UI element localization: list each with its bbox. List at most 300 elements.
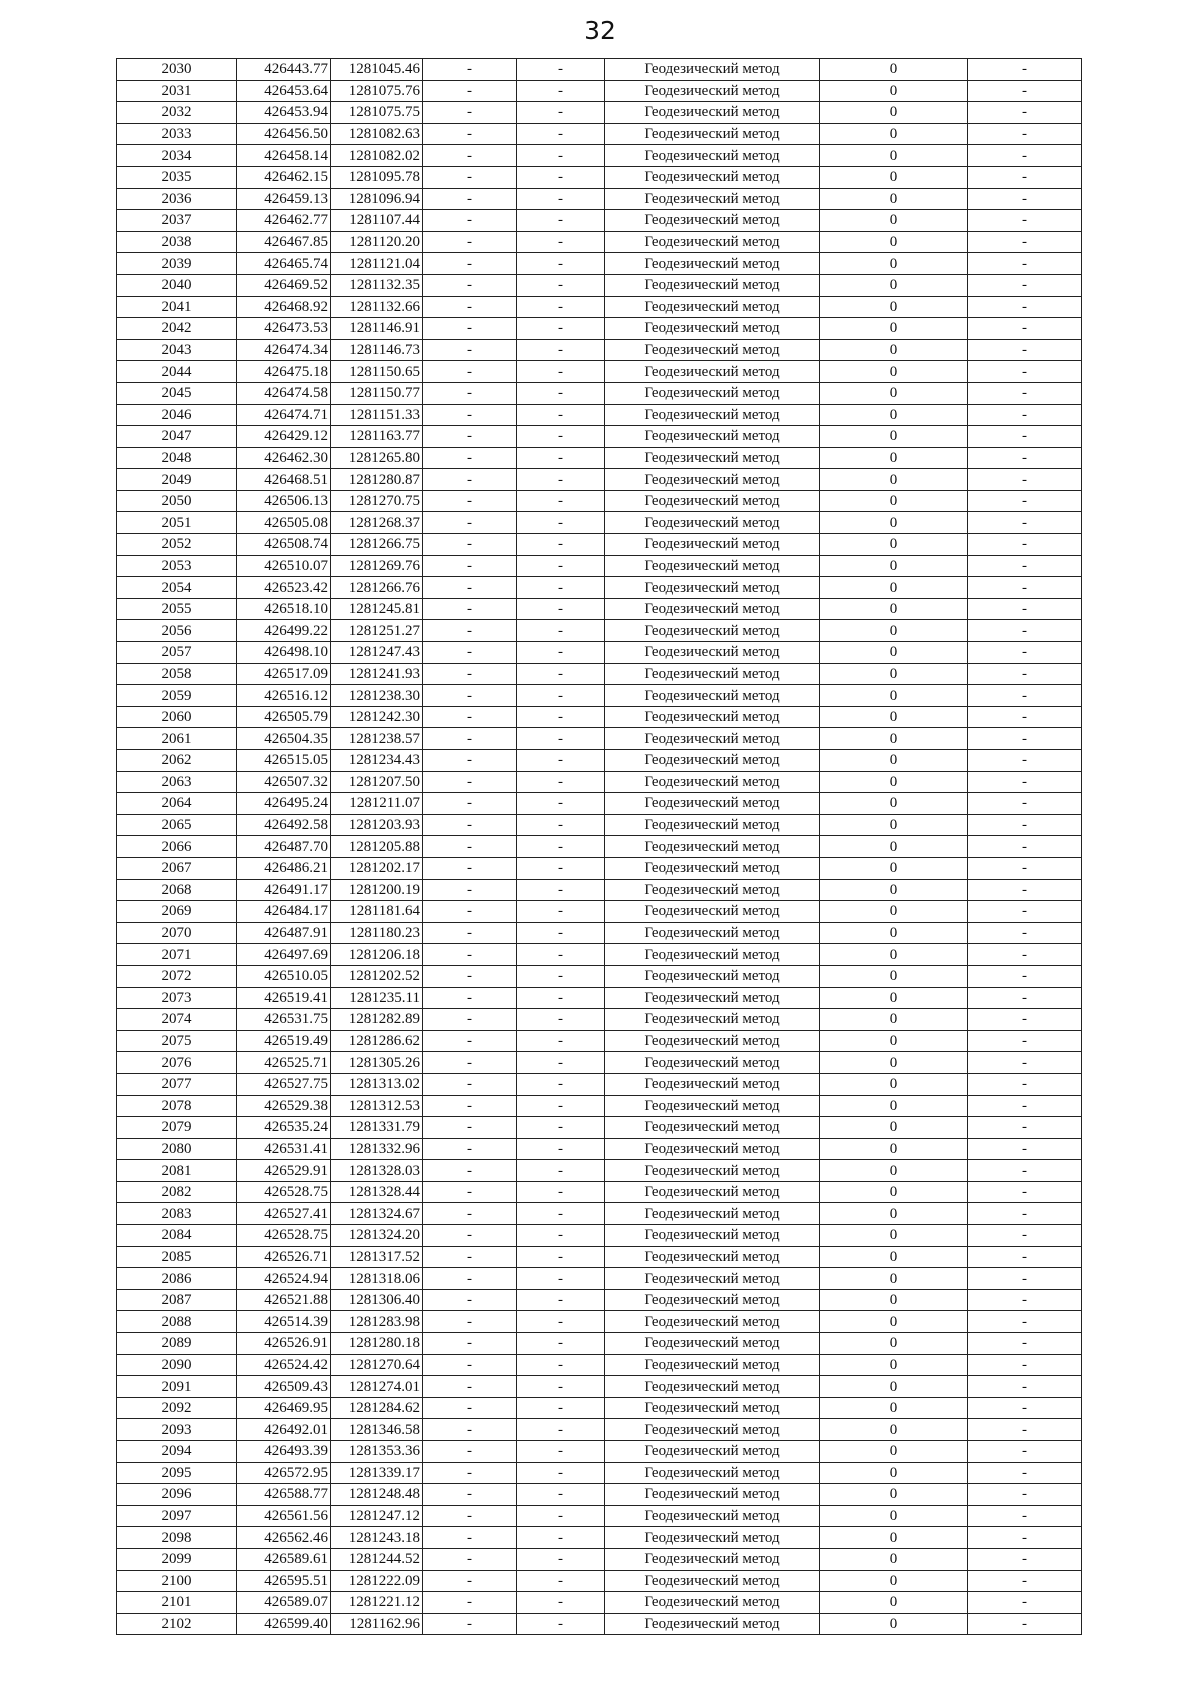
empty-value-cell: - (517, 1268, 605, 1290)
x-coordinate-cell: 426443.77 (237, 59, 331, 81)
accuracy-cell: 0 (820, 922, 968, 944)
empty-value-cell: - (423, 879, 517, 901)
accuracy-cell: 0 (820, 274, 968, 296)
y-coordinate-cell: 1281282.89 (331, 1009, 423, 1031)
point-number-cell: 2031 (117, 80, 237, 102)
point-number-cell: 2064 (117, 793, 237, 815)
table-row (117, 965, 1082, 987)
description-cell: - (968, 1397, 1082, 1419)
description-cell: - (968, 426, 1082, 448)
table-row (117, 469, 1082, 491)
description-cell: - (968, 166, 1082, 188)
accuracy-cell: 0 (820, 1225, 968, 1247)
description-cell: - (968, 1333, 1082, 1355)
empty-value-cell: - (423, 1246, 517, 1268)
y-coordinate-cell: 1281242.30 (331, 706, 423, 728)
point-number-cell: 2098 (117, 1527, 237, 1549)
method-cell: Геодезический метод (605, 1333, 820, 1355)
y-coordinate-cell: 1281268.37 (331, 512, 423, 534)
empty-value-cell: - (517, 145, 605, 167)
empty-value-cell: - (517, 836, 605, 858)
description-cell: - (968, 750, 1082, 772)
empty-value-cell: - (423, 102, 517, 124)
method-cell: Геодезический метод (605, 1117, 820, 1139)
method-cell: Геодезический метод (605, 1441, 820, 1463)
description-cell: - (968, 814, 1082, 836)
empty-value-cell: - (517, 1570, 605, 1592)
method-cell: Геодезический метод (605, 1570, 820, 1592)
empty-value-cell: - (423, 1181, 517, 1203)
empty-value-cell: - (423, 814, 517, 836)
empty-value-cell: - (517, 512, 605, 534)
table-row (117, 1613, 1082, 1635)
table-row (117, 879, 1082, 901)
accuracy-cell: 0 (820, 1138, 968, 1160)
x-coordinate-cell: 426589.61 (237, 1548, 331, 1570)
description-cell: - (968, 598, 1082, 620)
accuracy-cell: 0 (820, 1462, 968, 1484)
table-row (117, 1203, 1082, 1225)
method-cell: Геодезический метод (605, 944, 820, 966)
x-coordinate-cell: 426589.07 (237, 1592, 331, 1614)
table-row (117, 901, 1082, 923)
empty-value-cell: - (423, 1570, 517, 1592)
description-cell: - (968, 1613, 1082, 1635)
accuracy-cell: 0 (820, 814, 968, 836)
point-number-cell: 2084 (117, 1225, 237, 1247)
point-number-cell: 2059 (117, 685, 237, 707)
x-coordinate-cell: 426510.07 (237, 555, 331, 577)
y-coordinate-cell: 1281132.66 (331, 296, 423, 318)
y-coordinate-cell: 1281265.80 (331, 447, 423, 469)
y-coordinate-cell: 1281096.94 (331, 188, 423, 210)
point-number-cell: 2090 (117, 1354, 237, 1376)
x-coordinate-cell: 426517.09 (237, 663, 331, 685)
table-row (117, 1073, 1082, 1095)
accuracy-cell: 0 (820, 728, 968, 750)
empty-value-cell: - (423, 577, 517, 599)
point-number-cell: 2061 (117, 728, 237, 750)
y-coordinate-cell: 1281221.12 (331, 1592, 423, 1614)
point-number-cell: 2097 (117, 1505, 237, 1527)
table-row (117, 1333, 1082, 1355)
description-cell: - (968, 339, 1082, 361)
accuracy-cell: 0 (820, 987, 968, 1009)
empty-value-cell: - (423, 1073, 517, 1095)
table-row (117, 1419, 1082, 1441)
table-row (117, 555, 1082, 577)
y-coordinate-cell: 1281284.62 (331, 1397, 423, 1419)
empty-value-cell: - (423, 123, 517, 145)
y-coordinate-cell: 1281328.03 (331, 1160, 423, 1182)
y-coordinate-cell: 1281247.12 (331, 1505, 423, 1527)
empty-value-cell: - (517, 1160, 605, 1182)
table-row (117, 1548, 1082, 1570)
y-coordinate-cell: 1281274.01 (331, 1376, 423, 1398)
x-coordinate-cell: 426572.95 (237, 1462, 331, 1484)
y-coordinate-cell: 1281332.96 (331, 1138, 423, 1160)
method-cell: Геодезический метод (605, 404, 820, 426)
table-row (117, 857, 1082, 879)
y-coordinate-cell: 1281203.93 (331, 814, 423, 836)
point-number-cell: 2056 (117, 620, 237, 642)
empty-value-cell: - (423, 1484, 517, 1506)
x-coordinate-cell: 426469.52 (237, 274, 331, 296)
accuracy-cell: 0 (820, 1570, 968, 1592)
table-row (117, 1527, 1082, 1549)
table-row (117, 426, 1082, 448)
table-row (117, 59, 1082, 81)
point-number-cell: 2067 (117, 857, 237, 879)
method-cell: Геодезический метод (605, 1548, 820, 1570)
table-row (117, 1181, 1082, 1203)
x-coordinate-cell: 426474.34 (237, 339, 331, 361)
description-cell: - (968, 836, 1082, 858)
description-cell: - (968, 987, 1082, 1009)
x-coordinate-cell: 426531.75 (237, 1009, 331, 1031)
description-cell: - (968, 1009, 1082, 1031)
y-coordinate-cell: 1281318.06 (331, 1268, 423, 1290)
empty-value-cell: - (517, 1333, 605, 1355)
empty-value-cell: - (423, 253, 517, 275)
table-row (117, 836, 1082, 858)
x-coordinate-cell: 426525.71 (237, 1052, 331, 1074)
description-cell: - (968, 642, 1082, 664)
point-number-cell: 2101 (117, 1592, 237, 1614)
empty-value-cell: - (517, 1376, 605, 1398)
accuracy-cell: 0 (820, 231, 968, 253)
description-cell: - (968, 1095, 1082, 1117)
x-coordinate-cell: 426492.58 (237, 814, 331, 836)
method-cell: Геодезический метод (605, 728, 820, 750)
y-coordinate-cell: 1281120.20 (331, 231, 423, 253)
method-cell: Геодезический метод (605, 123, 820, 145)
x-coordinate-cell: 426506.13 (237, 490, 331, 512)
method-cell: Геодезический метод (605, 1484, 820, 1506)
method-cell: Геодезический метод (605, 1397, 820, 1419)
empty-value-cell: - (517, 59, 605, 81)
point-number-cell: 2052 (117, 534, 237, 556)
empty-value-cell: - (423, 1203, 517, 1225)
y-coordinate-cell: 1281207.50 (331, 771, 423, 793)
accuracy-cell: 0 (820, 1397, 968, 1419)
accuracy-cell: 0 (820, 901, 968, 923)
description-cell: - (968, 1181, 1082, 1203)
empty-value-cell: - (517, 728, 605, 750)
y-coordinate-cell: 1281266.75 (331, 534, 423, 556)
point-number-cell: 2055 (117, 598, 237, 620)
table-row (117, 1138, 1082, 1160)
point-number-cell: 2051 (117, 512, 237, 534)
y-coordinate-cell: 1281132.35 (331, 274, 423, 296)
x-coordinate-cell: 426599.40 (237, 1613, 331, 1635)
point-number-cell: 2054 (117, 577, 237, 599)
empty-value-cell: - (423, 512, 517, 534)
empty-value-cell: - (517, 793, 605, 815)
table-row (117, 1505, 1082, 1527)
empty-value-cell: - (517, 987, 605, 1009)
x-coordinate-cell: 426531.41 (237, 1138, 331, 1160)
y-coordinate-cell: 1281280.18 (331, 1333, 423, 1355)
empty-value-cell: - (517, 166, 605, 188)
description-cell: - (968, 663, 1082, 685)
empty-value-cell: - (517, 1030, 605, 1052)
empty-value-cell: - (517, 490, 605, 512)
y-coordinate-cell: 1281150.77 (331, 382, 423, 404)
method-cell: Геодезический метод (605, 706, 820, 728)
y-coordinate-cell: 1281305.26 (331, 1052, 423, 1074)
empty-value-cell: - (423, 1030, 517, 1052)
x-coordinate-cell: 426468.92 (237, 296, 331, 318)
method-cell: Геодезический метод (605, 59, 820, 81)
x-coordinate-cell: 426562.46 (237, 1527, 331, 1549)
y-coordinate-cell: 1281146.91 (331, 318, 423, 340)
y-coordinate-cell: 1281251.27 (331, 620, 423, 642)
description-cell: - (968, 1376, 1082, 1398)
empty-value-cell: - (423, 685, 517, 707)
method-cell: Геодезический метод (605, 1052, 820, 1074)
empty-value-cell: - (423, 750, 517, 772)
point-number-cell: 2036 (117, 188, 237, 210)
y-coordinate-cell: 1281245.81 (331, 598, 423, 620)
point-number-cell: 2033 (117, 123, 237, 145)
empty-value-cell: - (517, 382, 605, 404)
description-cell: - (968, 1441, 1082, 1463)
y-coordinate-cell: 1281151.33 (331, 404, 423, 426)
description-cell: - (968, 1570, 1082, 1592)
x-coordinate-cell: 426588.77 (237, 1484, 331, 1506)
empty-value-cell: - (517, 1548, 605, 1570)
accuracy-cell: 0 (820, 663, 968, 685)
empty-value-cell: - (423, 1289, 517, 1311)
empty-value-cell: - (517, 965, 605, 987)
x-coordinate-cell: 426518.10 (237, 598, 331, 620)
method-cell: Геодезический метод (605, 901, 820, 923)
empty-value-cell: - (517, 447, 605, 469)
empty-value-cell: - (423, 1419, 517, 1441)
x-coordinate-cell: 426474.71 (237, 404, 331, 426)
description-cell: - (968, 382, 1082, 404)
x-coordinate-cell: 426527.75 (237, 1073, 331, 1095)
description-cell: - (968, 469, 1082, 491)
empty-value-cell: - (517, 1397, 605, 1419)
accuracy-cell: 0 (820, 1203, 968, 1225)
accuracy-cell: 0 (820, 80, 968, 102)
method-cell: Геодезический метод (605, 145, 820, 167)
empty-value-cell: - (517, 642, 605, 664)
description-cell: - (968, 404, 1082, 426)
method-cell: Геодезический метод (605, 1073, 820, 1095)
description-cell: - (968, 1225, 1082, 1247)
x-coordinate-cell: 426526.71 (237, 1246, 331, 1268)
x-coordinate-cell: 426453.94 (237, 102, 331, 124)
point-number-cell: 2053 (117, 555, 237, 577)
point-number-cell: 2076 (117, 1052, 237, 1074)
accuracy-cell: 0 (820, 555, 968, 577)
point-number-cell: 2088 (117, 1311, 237, 1333)
point-number-cell: 2043 (117, 339, 237, 361)
method-cell: Геодезический метод (605, 598, 820, 620)
empty-value-cell: - (423, 1117, 517, 1139)
empty-value-cell: - (423, 987, 517, 1009)
table-row (117, 1030, 1082, 1052)
point-number-cell: 2077 (117, 1073, 237, 1095)
method-cell: Геодезический метод (605, 318, 820, 340)
y-coordinate-cell: 1281280.87 (331, 469, 423, 491)
y-coordinate-cell: 1281082.02 (331, 145, 423, 167)
method-cell: Геодезический метод (605, 382, 820, 404)
accuracy-cell: 0 (820, 642, 968, 664)
description-cell: - (968, 145, 1082, 167)
empty-value-cell: - (517, 598, 605, 620)
x-coordinate-cell: 426498.10 (237, 642, 331, 664)
point-number-cell: 2096 (117, 1484, 237, 1506)
method-cell: Геодезический метод (605, 577, 820, 599)
description-cell: - (968, 1592, 1082, 1614)
accuracy-cell: 0 (820, 426, 968, 448)
y-coordinate-cell: 1281286.62 (331, 1030, 423, 1052)
method-cell: Геодезический метод (605, 771, 820, 793)
empty-value-cell: - (517, 296, 605, 318)
point-number-cell: 2074 (117, 1009, 237, 1031)
x-coordinate-cell: 426487.91 (237, 922, 331, 944)
point-number-cell: 2081 (117, 1160, 237, 1182)
x-coordinate-cell: 426529.91 (237, 1160, 331, 1182)
method-cell: Геодезический метод (605, 1246, 820, 1268)
y-coordinate-cell: 1281269.76 (331, 555, 423, 577)
point-number-cell: 2040 (117, 274, 237, 296)
empty-value-cell: - (517, 1181, 605, 1203)
x-coordinate-cell: 426467.85 (237, 231, 331, 253)
point-number-cell: 2072 (117, 965, 237, 987)
table-row (117, 1354, 1082, 1376)
description-cell: - (968, 922, 1082, 944)
description-cell: - (968, 1484, 1082, 1506)
accuracy-cell: 0 (820, 879, 968, 901)
empty-value-cell: - (517, 1354, 605, 1376)
accuracy-cell: 0 (820, 1289, 968, 1311)
x-coordinate-cell: 426519.49 (237, 1030, 331, 1052)
y-coordinate-cell: 1281222.09 (331, 1570, 423, 1592)
method-cell: Геодезический метод (605, 274, 820, 296)
empty-value-cell: - (423, 1592, 517, 1614)
x-coordinate-cell: 426505.79 (237, 706, 331, 728)
accuracy-cell: 0 (820, 210, 968, 232)
point-number-cell: 2035 (117, 166, 237, 188)
table-row (117, 1484, 1082, 1506)
empty-value-cell: - (517, 231, 605, 253)
empty-value-cell: - (517, 1311, 605, 1333)
point-number-cell: 2086 (117, 1268, 237, 1290)
accuracy-cell: 0 (820, 512, 968, 534)
empty-value-cell: - (423, 296, 517, 318)
description-cell: - (968, 685, 1082, 707)
y-coordinate-cell: 1281331.79 (331, 1117, 423, 1139)
description-cell: - (968, 620, 1082, 642)
x-coordinate-cell: 426595.51 (237, 1570, 331, 1592)
point-number-cell: 2080 (117, 1138, 237, 1160)
empty-value-cell: - (517, 1527, 605, 1549)
x-coordinate-cell: 426462.77 (237, 210, 331, 232)
y-coordinate-cell: 1281211.07 (331, 793, 423, 815)
x-coordinate-cell: 426458.14 (237, 145, 331, 167)
accuracy-cell: 0 (820, 447, 968, 469)
x-coordinate-cell: 426510.05 (237, 965, 331, 987)
description-cell: - (968, 274, 1082, 296)
point-number-cell: 2044 (117, 361, 237, 383)
accuracy-cell: 0 (820, 1160, 968, 1182)
table-row (117, 685, 1082, 707)
point-number-cell: 2071 (117, 944, 237, 966)
method-cell: Геодезический метод (605, 685, 820, 707)
method-cell: Геодезический метод (605, 663, 820, 685)
accuracy-cell: 0 (820, 771, 968, 793)
accuracy-cell: 0 (820, 685, 968, 707)
point-number-cell: 2046 (117, 404, 237, 426)
accuracy-cell: 0 (820, 1268, 968, 1290)
x-coordinate-cell: 426475.18 (237, 361, 331, 383)
coordinates-table-body (117, 59, 1082, 1635)
y-coordinate-cell: 1281241.93 (331, 663, 423, 685)
y-coordinate-cell: 1281150.65 (331, 361, 423, 383)
table-row (117, 728, 1082, 750)
method-cell: Геодезический метод (605, 512, 820, 534)
y-coordinate-cell: 1281270.75 (331, 490, 423, 512)
table-row (117, 1397, 1082, 1419)
description-cell: - (968, 944, 1082, 966)
empty-value-cell: - (423, 1354, 517, 1376)
empty-value-cell: - (423, 1268, 517, 1290)
accuracy-cell: 0 (820, 1073, 968, 1095)
y-coordinate-cell: 1281045.46 (331, 59, 423, 81)
description-cell: - (968, 253, 1082, 275)
accuracy-cell: 0 (820, 1527, 968, 1549)
empty-value-cell: - (517, 857, 605, 879)
table-row (117, 793, 1082, 815)
empty-value-cell: - (423, 706, 517, 728)
y-coordinate-cell: 1281181.64 (331, 901, 423, 923)
empty-value-cell: - (517, 318, 605, 340)
method-cell: Геодезический метод (605, 339, 820, 361)
point-number-cell: 2095 (117, 1462, 237, 1484)
empty-value-cell: - (423, 1548, 517, 1570)
y-coordinate-cell: 1281206.18 (331, 944, 423, 966)
method-cell: Геодезический метод (605, 534, 820, 556)
table-row (117, 750, 1082, 772)
table-row (117, 1160, 1082, 1182)
description-cell: - (968, 1203, 1082, 1225)
table-row (117, 102, 1082, 124)
x-coordinate-cell: 426527.41 (237, 1203, 331, 1225)
description-cell: - (968, 1462, 1082, 1484)
x-coordinate-cell: 426535.24 (237, 1117, 331, 1139)
method-cell: Геодезический метод (605, 1095, 820, 1117)
description-cell: - (968, 80, 1082, 102)
accuracy-cell: 0 (820, 1613, 968, 1635)
point-number-cell: 2057 (117, 642, 237, 664)
y-coordinate-cell: 1281324.20 (331, 1225, 423, 1247)
empty-value-cell: - (517, 901, 605, 923)
table-row (117, 1225, 1082, 1247)
empty-value-cell: - (423, 80, 517, 102)
description-cell: - (968, 879, 1082, 901)
y-coordinate-cell: 1281075.75 (331, 102, 423, 124)
empty-value-cell: - (517, 879, 605, 901)
empty-value-cell: - (423, 1095, 517, 1117)
table-row (117, 620, 1082, 642)
description-cell: - (968, 1527, 1082, 1549)
method-cell: Геодезический метод (605, 1030, 820, 1052)
